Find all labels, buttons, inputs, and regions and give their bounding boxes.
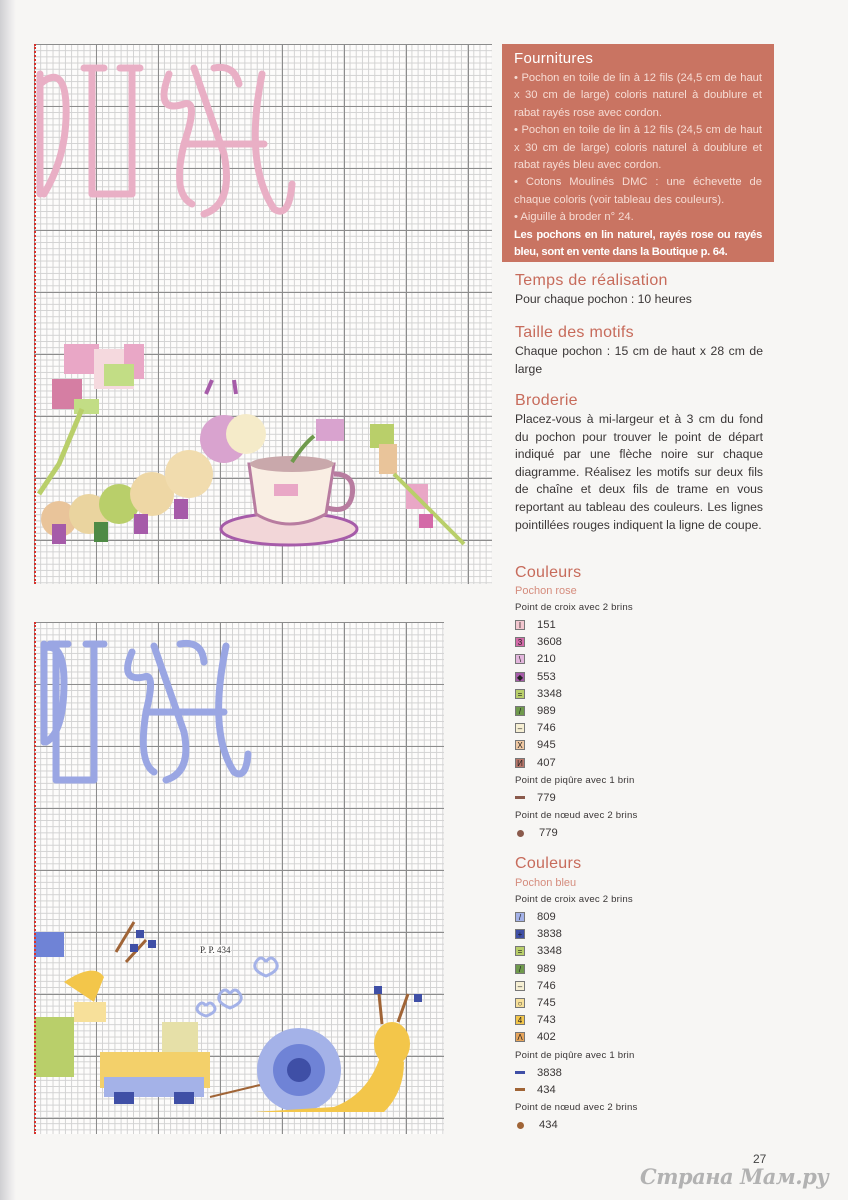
color-code: 3838 xyxy=(537,1066,562,1079)
color-code: 743 xyxy=(537,1014,556,1027)
broderie-title: Broderie xyxy=(515,392,578,409)
couleurs-bleu-title: Couleurs xyxy=(515,855,582,872)
pink-cross-stitch-chart xyxy=(34,44,492,584)
color-code: 3838 xyxy=(537,928,562,941)
color-swatch: X xyxy=(515,740,525,750)
color-code: 434 xyxy=(537,1083,556,1096)
temps-title: Temps de réalisation xyxy=(515,272,668,289)
fournitures-panel xyxy=(502,44,774,262)
color-key-row xyxy=(515,720,556,736)
couleurs-bleu-subtitle: Pochon bleu xyxy=(515,877,577,889)
color-key-row xyxy=(515,978,556,994)
temps-text: Pour chaque pochon : 10 heures xyxy=(515,292,692,306)
color-key-row xyxy=(515,1117,558,1133)
broderie-text: Placez-vous à mi-largeur et à 3 cm du fond du pochon pour trouver le point de départ indiqué par une flèche noire sur chaque diagramme. Réalisez les motifs sur deux fils de chaîne et deux fils de trame en vous reportant au tableau des couleurs. Les lignes pointillées rouges indiquent la ligne de coupe. xyxy=(515,412,763,532)
taille-title: Taille des motifs xyxy=(515,324,634,341)
fournitures-note: Les pochons en lin naturel, rayés rose ou rayés bleu, sont en vente dans la Boutique p. 64. xyxy=(514,228,762,259)
start-point-label: P. P. 434 xyxy=(200,945,231,955)
color-key-row xyxy=(515,1065,562,1081)
color-code: 151 xyxy=(537,619,556,631)
backstitch-swatch xyxy=(515,1088,525,1091)
color-swatch: I xyxy=(515,620,525,630)
couleurs-rose-subtitle: Pochon rose xyxy=(515,585,577,597)
color-key-row xyxy=(515,617,556,633)
page-number: 27 xyxy=(753,1152,767,1166)
color-key-row xyxy=(515,651,556,667)
color-swatch: ○ xyxy=(515,998,525,1008)
color-swatch: – xyxy=(515,981,525,991)
bleu-croix-label: Point de croix avec 2 brins xyxy=(515,894,633,905)
color-code: 210 xyxy=(537,653,556,666)
blue-cross-stitch-chart xyxy=(34,622,444,1134)
pink-chart-motifs xyxy=(34,44,492,584)
page-binding-shadow xyxy=(0,0,16,1200)
color-swatch: Λ xyxy=(515,1032,525,1042)
fournitures-title: Fournitures xyxy=(514,50,594,67)
color-key-row xyxy=(515,686,562,702)
color-code: 553 xyxy=(537,670,556,683)
color-swatch: И xyxy=(515,758,525,768)
noeud-label: Point de nœud avec 2 brins xyxy=(515,810,638,821)
color-code: 745 xyxy=(537,997,556,1009)
noeud-label: Point de nœud avec 2 brins xyxy=(515,1102,638,1113)
color-swatch: ◆ xyxy=(516,672,524,682)
color-swatch: / xyxy=(515,912,525,922)
color-key-row xyxy=(515,737,556,753)
fournitures-item: • Aiguille à broder n° 24. xyxy=(514,211,634,224)
snail-motif xyxy=(254,986,422,1112)
color-key-row xyxy=(515,703,556,719)
color-swatch: – xyxy=(515,723,525,733)
color-code: 434 xyxy=(539,1119,558,1131)
color-swatch: 4 xyxy=(515,1015,525,1025)
piqure-label: Point de piqûre avec 1 brin xyxy=(515,1049,635,1061)
color-key-row xyxy=(515,909,556,925)
blue-chart-cut-line xyxy=(34,622,36,1134)
blue-chart-motifs xyxy=(34,622,444,1134)
color-code: 746 xyxy=(537,722,556,735)
blue-monogram-letters xyxy=(44,643,248,780)
color-swatch: / xyxy=(515,706,525,716)
fournitures-item: • Pochon en toile de lin à 12 fils (24,5 cm de haut x 30 cm de large) coloris naturel à doublure et rabat rayés rose avec cordon. xyxy=(514,72,762,119)
color-swatch: 3 xyxy=(515,637,525,647)
flower-sprig-motif xyxy=(370,424,464,544)
color-code: 3608 xyxy=(537,636,562,649)
color-code: 989 xyxy=(537,705,556,717)
pink-flower-motif xyxy=(39,344,144,494)
pink-chart-cut-line xyxy=(34,44,36,584)
backstitch-swatch xyxy=(515,796,525,799)
fournitures-item: • Pochon en toile de lin à 12 fils (24,5 cm de haut x 30 cm de large) coloris naturel à doublure et rabat rayés bleu avec cordon. xyxy=(514,124,762,172)
color-code: 3348 xyxy=(537,687,562,700)
color-key-row xyxy=(515,943,562,959)
color-code: 3348 xyxy=(537,945,562,958)
color-code: 945 xyxy=(537,739,556,752)
hearts-motif xyxy=(197,958,277,1016)
color-key-row xyxy=(515,926,562,942)
color-key-row xyxy=(515,790,556,806)
color-code: 407 xyxy=(537,756,556,769)
french-knot-swatch xyxy=(517,830,524,837)
rose-croix-label: Point de croix avec 2 brins xyxy=(515,602,633,613)
color-swatch: / xyxy=(515,964,525,974)
watermark: Страна Мам.ру xyxy=(640,1164,829,1189)
color-key-row xyxy=(515,634,562,650)
color-swatch: = xyxy=(515,946,525,956)
color-code: 779 xyxy=(537,791,556,804)
color-key-row xyxy=(515,961,556,977)
color-code: 779 xyxy=(539,827,558,839)
couleurs-rose-title: Couleurs xyxy=(515,564,582,581)
color-key-row xyxy=(515,1082,556,1098)
color-swatch: \ xyxy=(515,654,525,664)
blue-flower-bits xyxy=(130,930,156,952)
backstitch-swatch xyxy=(515,1071,525,1074)
color-code: 989 xyxy=(537,962,556,975)
french-knot-swatch xyxy=(517,1122,524,1129)
fournitures-item: • Cotons Moulinés DMC : une échevette de chaque coloris (voir tableau des couleurs). xyxy=(514,176,762,206)
color-key-row xyxy=(515,825,558,841)
piqure-label: Point de piqûre avec 1 brin xyxy=(515,774,635,786)
color-key-row xyxy=(515,1029,556,1045)
toy-car-motif xyxy=(100,1022,264,1104)
color-key-row xyxy=(515,755,556,771)
taille-text: Chaque pochon : 15 cm de haut x 28 cm de large xyxy=(515,344,763,376)
color-code: 746 xyxy=(537,979,556,992)
color-code: 809 xyxy=(537,911,556,923)
color-code: 402 xyxy=(537,1031,556,1044)
color-key-row xyxy=(515,669,556,685)
color-swatch: = xyxy=(515,689,525,699)
color-swatch: + xyxy=(515,929,525,939)
color-key-row xyxy=(515,995,556,1011)
color-key-row xyxy=(515,1012,556,1028)
pink-monogram-letters xyxy=(40,67,292,214)
